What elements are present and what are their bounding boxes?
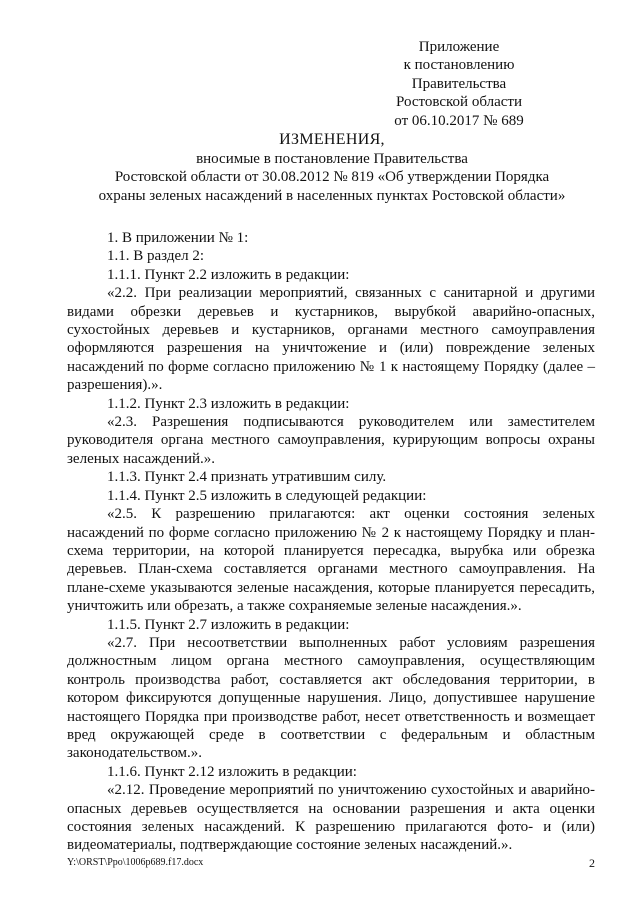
appendix-header: [344, 38, 574, 130]
paragraph: «2.3. Разрешения подписываются руководителем или заместителем руководителя органа местного самоуправления, курирующим вопросы охраны зеленых насаждений.».: [67, 414, 595, 467]
title-heading: ИЗМЕНЕНИЯ,: [279, 131, 385, 148]
appendix-line: Ростовской области: [396, 94, 522, 111]
file-path: Y:\ORST\Ppo\1006p689.f17.docx: [67, 857, 204, 868]
paragraph: 1.1.3. Пункт 2.4 признать утратившим силу.: [107, 469, 387, 486]
paragraph: 1.1.1. Пункт 2.2 изложить в редакции:: [107, 266, 350, 283]
document-title: [90, 130, 574, 205]
paragraph: «2.12. Проведение мероприятий по уничтожению сухостойных и аварийно-опасных деревьев осуществляется на основании разрешения и акта оценки состояния зеленых насаждений. К разрешению прилагаются фото- и (или) видеоматериалы, подтверждающие состояние зеленых насаждений.».: [67, 782, 595, 854]
appendix-line: Правительства: [411, 75, 507, 92]
appendix-line: к постановлению: [403, 57, 515, 74]
appendix-line: от 06.10.2017 № 689: [394, 112, 524, 129]
paragraph: 1.1.2. Пункт 2.3 изложить в редакции:: [107, 395, 350, 412]
title-line: охраны зеленых насаждений в населенных пунктах Ростовской области»: [98, 187, 566, 204]
page-footer: [67, 857, 595, 869]
title-line: Ростовской области от 30.08.2012 № 819 «Об утверждении Порядка: [114, 169, 550, 186]
title-line: вносимые в постановление Правительства: [196, 151, 468, 167]
paragraph: «2.7. При несоответствии выполненных работ условиям разрешения должностным лицом органа местного самоуправления, осуществляющим контроль производства работ, составляется акт обследования территории, в котором фиксируются допущенные нарушения. Лицо, допустившее нарушение настоящего Порядка при производстве работ, несет ответственность и возмещает вред окружающей среде в соответствии с федеральным и областным законодательством.».: [67, 634, 595, 762]
page-number: 2: [589, 856, 595, 870]
paragraph: 1.1.5. Пункт 2.7 изложить в редакции:: [107, 616, 350, 633]
paragraph: 1.1. В раздел 2:: [107, 248, 205, 265]
paragraph: «2.2. При реализации мероприятий, связанных с санитарной и другими видами обрезки деревьев и кустарников, вырубкой аварийно-опасных, сухостойных деревьев и кустарников, органами местного самоуправления оформляются разрешения на уничтожение и (или) повреждение зеленых насаждений по форме согласно приложению № 1 к настоящему Порядку (далее – разрешения).».: [67, 285, 595, 394]
appendix-line: Приложение: [418, 39, 500, 55]
paragraph: «2.5. К разрешению прилагаются: акт оценки состояния зеленых насаждений по форме согласно приложению № 2 к настоящему Порядку и план-схема территории, на которой планируется пересадка, вырубка или обрезка деревьев. План-схема составляется органами местного самоуправления. На плане-схеме указываются зеленые насаждения, которые планируется пересадить, уничтожить или обрезать, а также сохраняемые зеленые насаждения.».: [67, 506, 595, 615]
paragraph: 1. В приложении № 1:: [107, 230, 249, 246]
document-body: [67, 229, 595, 855]
paragraph: 1.1.6. Пункт 2.12 изложить в редакции:: [107, 763, 357, 780]
paragraph: 1.1.4. Пункт 2.5 изложить в следующей редакции:: [107, 487, 427, 504]
